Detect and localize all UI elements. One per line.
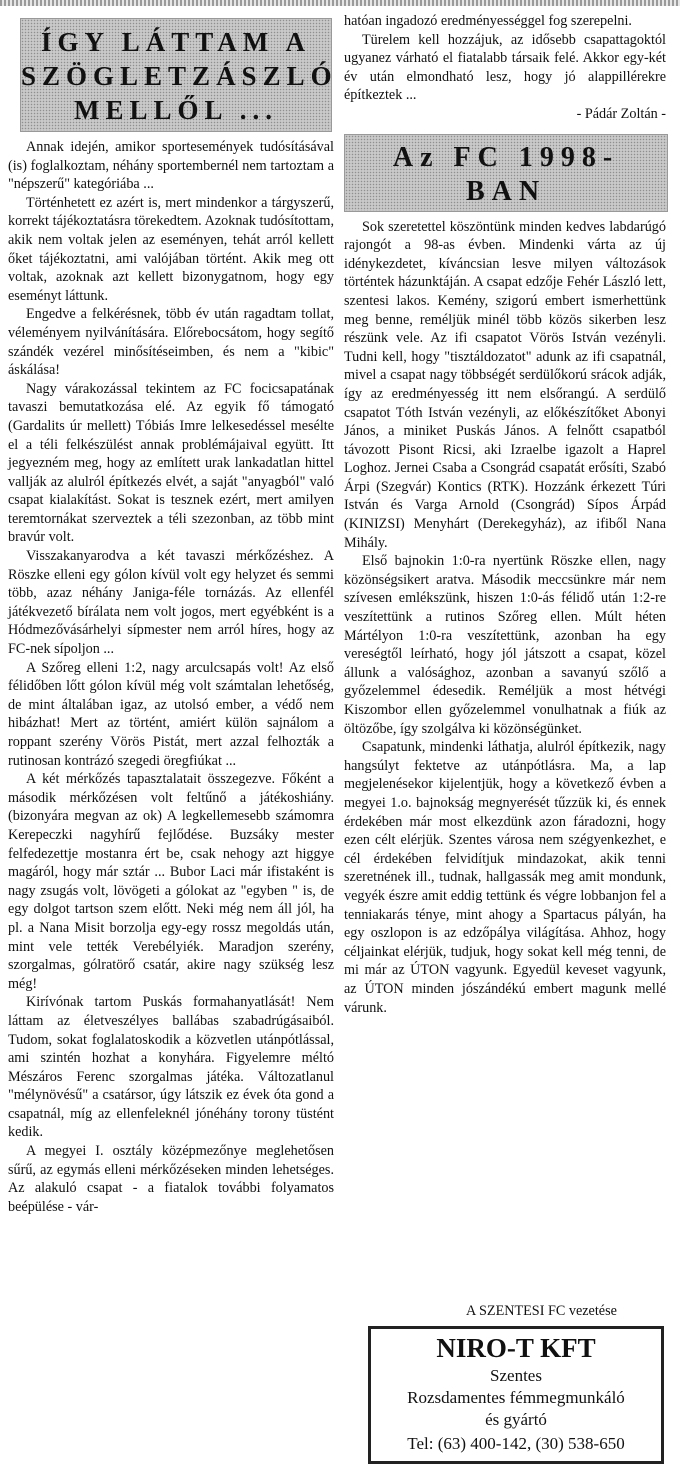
article2-title [344,134,668,212]
article2-signature: A SZENTESI FC vezetése [466,1303,617,1319]
top-border [0,0,680,6]
article1-title-line1: ÍGY LÁTTAM A [40,27,312,57]
article1-title-line2: SZÖGLETZÁSZLÓ [21,61,338,91]
article1-paragraph: Történhetett ez azért is, mert mindenkor a tárgyszerű, korrekt tájékoztatásra törekedtem. Azoknak tudósítottam, akik nem voltak jelen az eseményen, tehát arról kellett őket tájékoztatni, ami valójában történt. Akik meg ott voltak, azoknak azt kellett bizonygatnom, hogy egy eseményt láttunk. [8,194,334,304]
article1-paragraph: Kirívónak tartom Puskás formahanyatlását! Nem láttam az életveszélyes ballábas szabadrúgásaiból. Tudom, sokat foglalatoskodik a közvetlen utánpótlással, ami szintén hozhat a konyhára. Figyelemre méltó Mészáros Ferenc szorgalmas játéka. Változatlanul "mélynövésű" a csatársor, úgy látszik ez évek óta gond a csapatnál, míg az ellenfeleknél jónéhány torony tüstént kedik. [8,994,334,1141]
ad-phone: Tel: (63) 400-142, (30) 538-650 [407,1434,625,1453]
article2-paragraph: Első bajnokin 1:0-ra nyertünk Röszke ellen, nagy közönségsikert aratva. Második meccsünkre már nem szívesen emlékszünk, hiszen 1:0-ás félidő után 1:2-re veszítettünk a rutinos Szőreg ellen. Múlt héten Mártélyon 1:0-ra veszítettünk, azonban ha egy vereségtől leírható, hogy jól játszott a csapat, közel állunk a valósághoz, azonban a savanyú szőlő a győzelemmel édesedik. Reméljük a most hétvégi Kiszombor ellen győzelemmel vonulhatnak a fiúk az öltözőbe, így szolgálva ki közönségünket. [344,553,666,737]
left-column [8,18,338,1216]
ad-city: Szentes [490,1366,542,1385]
article1-paragraph: Engedve a felkérésnek, több év után ragadtam tollat, véleményem nyilvánítására. Előrebocsátom, hogy segítő szándék vezérel minősítéseimben, és nem a "kibic" áskálása! [8,306,334,379]
article1-title [20,18,338,132]
article2-title-line1: Az FC 1998- [392,141,620,173]
right-column [344,12,666,1017]
article1-paragraph: A megyei I. osztály középmezőnye meglehetősen sűrű, az egymás elleni mérkőzéseken minden lehetséges. Az alakuló csapat - a fiatalok további folyamatos beépülése - vár- [8,1143,334,1215]
ad-line1: Rozsdamentes fémmegmunkáló [407,1388,625,1407]
article1-title-line3: MELLŐL ... [73,95,279,125]
article1-paragraph: Annak idején, amikor sportesemények tudósításával (is) foglalkoztam, néhány sportembernél nem tartoztam a "népszerű" kategóriába ... [8,139,334,193]
advertisement-box [368,1326,664,1464]
article1-paragraph: A két mérkőzés tapasztalatait összegezve. Főként a második mérkőzésen volt feltűnő a játékoshiány. (bizonyára megvan az ok) A legkellemesebb számomra Kerepeczki nagyhírű fejlődése. Buzsáky mester felfedezettje mostanra ért be, csak nehogy azt higgye magáról, hogy már sztár ... Bubor Laci már ifistaként is nagy zsugás volt, lövögeti a gólokat az "egyben " is, de egy dolgot tartson szem előtt. Neki még nem áll jól, ha pl. a Nana Misit borzolja egy-egy rossz megoldás után, mint vele tették Verebélyiék. Maradjon szerény, szorgalmas, gólratörő csatár, akire nagy szükség lesz még! [8,771,334,992]
article1-signature: - Pádár Zoltán - [576,105,666,122]
article1-paragraph: Nagy várakozással tekintem az FC focicsapatának tavaszi bemutatkozása elé. Az egyik fő támogató (Gardalits úr mellett) Tóbiás Imre lelkesedéssel mesélte el a téli felkészülést annak problémájaival együtt. Itt jegyezném meg, hogy az említett urak lankadatlan hittel vallják az alulról építkezés elvét, a saját "anyagból" való csapat kialakítást. Sokat is tesznek ezért, mert amilyen teremtornákat szerveztek a téli szezonban, az több mint bravúr volt. [8,380,334,546]
article2-paragraph: Csapatunk, mindenki láthatja, alulról építkezik, nagy hangsúlyt fektetve az utánpótlásra. Ma, a lap megjelenésekor kijelentjük, hogy a következő évben a megyei 1.o. bajnokság megnyerését tűzzük ki, és ennek érdekében már most elkezdünk azon fáradozni, hogy ezen célt elérjük. Szentes városa nem szégyenkezhet, e cél érdekében felvidítjuk mindazokat, akik tenni szeretnének ill., tudnak, hallgassák meg amit mondunk, vegyék észre amit eddig tettünk és végre lobbanjon fel a tenniakarás tényе, mint ahogy a Spartacus pályán, ha egy oszlopon is az edzőpálya világítása. Ahhoz, hogy céljainkat elérjük, tudjuk, hogy sokat kell még tenni, de mi már az ÚTON vagyunk. Egyedül keveset vagyunk, az ÚTON minden jószándékú embert magunk mellé várunk. [344,739,666,1016]
article1-closing: Türelem kell hozzájuk, az idősebb csapattagoktól ugyanez várható el fiatalabb társaik felé. Akkor egy-két év után elmondható lesz, hogy jó alappillérekre építkeztek ... [344,31,666,104]
ad-company-name: NIRO-T KFT [436,1333,596,1363]
article2-paragraph: Sok szeretettel köszöntünk minden kedves labdarúgó rajongót a 98-as évben. Mindenki várta az új idénykezdetet, kíváncsian lesve milyen változások történtek házunktáján. A csapat edzője Fehér László lett, szentesi lakos. Kemény, szigorú embert ismerhettünk meg benne, reméljük minél több közös sikerben lesz részünk vele. Az ifi csapatot Vörös István vezényli. Tudni kell, hogy "tisztáldozatot" adunk az ifi csapatnál, mivel a csapat nagy többségét serdülőkorú srácok adják, így az eredményesség itt nem elsőrangú. A serdülő csapatot Tóth István vezényli, az előkészítőket Abonyi János, a miniket Puskás János. A felnőtt csapatból távozott Pisont Ricsi, aki Izraelbe igazolt a Haprel Loghoz. Jernei Csaba a Csongrád csapatát erősíti, Szabó Árpi (Szegvár) Kontics (RTK). Hozzánk érkezett Túri István és Varga Arnold (Csongrád) Sípos Árpád (KINIZSI) Menyhárt (Derekegyház), az ifiből Nana Mihály. [344,218,666,551]
article1-paragraph: A Szőreg elleni 1:2, nagy arculcsapás volt! Az első félidőben lőtt gólon kívül még volt számtalan lehetőség, de mint általában igaz, az utolsó ember, a védő nem hibázhat! Mert az történt, amiért külön sajnálom a roppant szerény Vörös Pistát, mert azzal felhozták a rutinosan kontrázó szegedi öregfiúkat ... [8,659,334,769]
article2-title-line2: BAN [465,175,547,207]
article1-paragraph: Visszakanyarodva a két tavaszi mérkőzéshez. A Röszke elleni egy gólon kívül volt egy helyzet és semmi több, azaz néhány Janiga-féle tornázás. Az ellenfél játékvezető bírálata nem volt jogos, mert egyébként is a Hódmezővásárhelyi sípmester nem arról híres, hogy az FC-nek sípoljon ... [8,548,334,658]
ad-line2: és gyártó [485,1410,547,1429]
article1-continuation: hatóan ingadozó eredményességgel fog szerepelni. [344,13,632,29]
